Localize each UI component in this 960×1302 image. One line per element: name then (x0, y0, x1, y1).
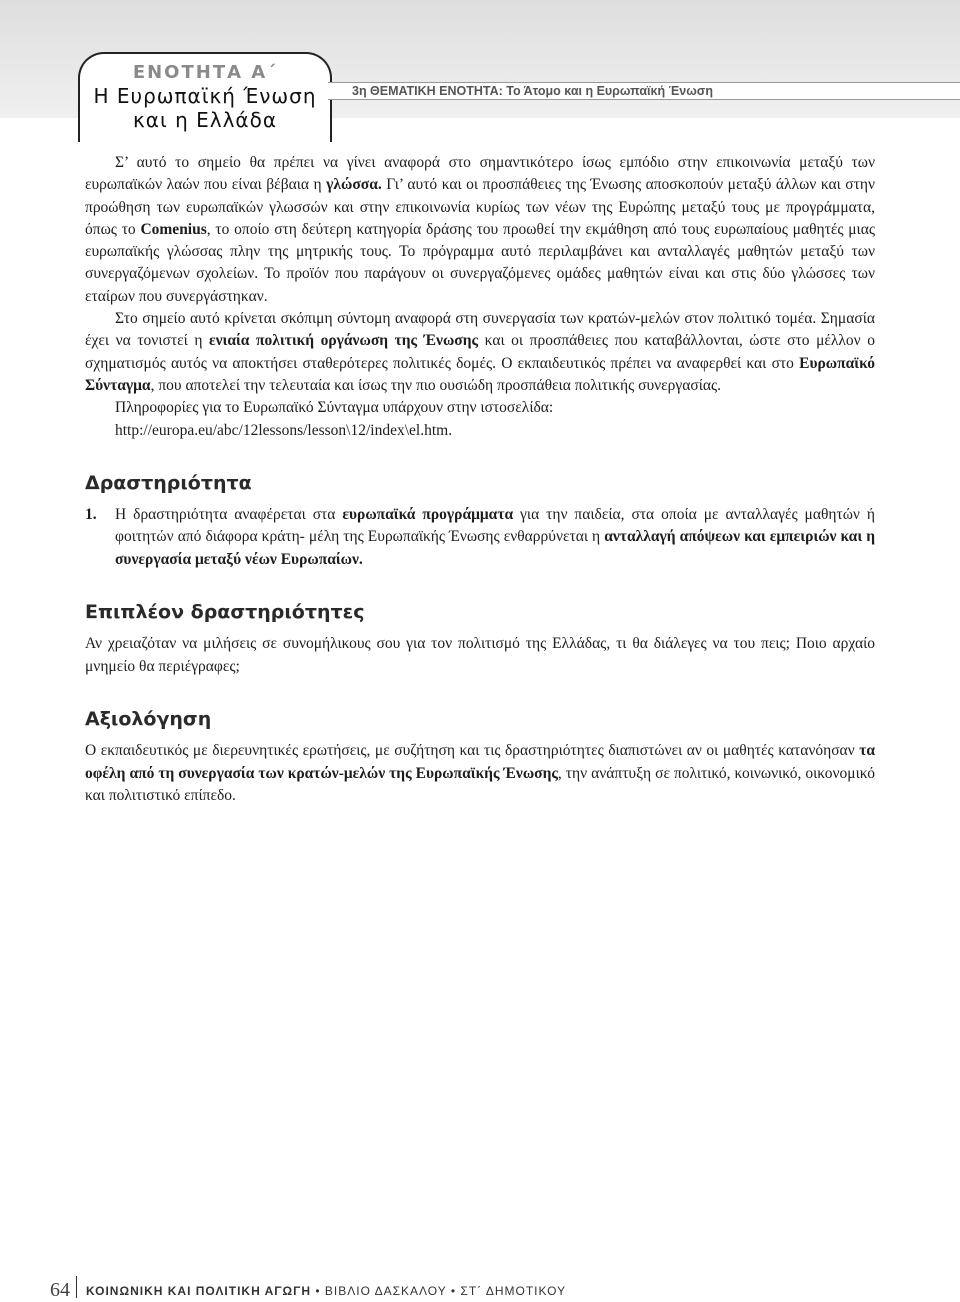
unit-title-line1: Η Ευρωπαϊκή Ένωση (93, 84, 317, 108)
extra-activities-text: Αν χρειαζόταν να μιλήσεις σε συνομήλικους σου για τον πολιτισμό της Ελλάδας, τι θα διάλεγες να του πεις; Ποιο αρχαίο μνημείο θα περιέγραφες; (85, 635, 875, 675)
activity-item: 1. Η δραστηριότητα αναφέρεται στα ευρωπαϊκά προγράμματα για την παιδεία, στα οποία με ανταλλαγές μαθητών ή φοιτητών από διάφορα κράτη- μέλη της Ευρωπαϊκής Ένωσης ενθαρρύνεται η ανταλλαγή απόψεων και εμπειριών και η συνεργασία μεταξύ νέων Ευρωπαίων. (85, 506, 876, 568)
footer-divider (76, 1276, 77, 1298)
section-label: 3η ΘΕΜΑΤΙΚΗ ΕΝΟΤΗΤΑ: Το Άτομο και η Ευρωπαϊκή Ένωση (352, 84, 713, 98)
paragraph-language: Σ’ αυτό το σημείο θα πρέπει να γίνει αναφορά στο σημαντικότερο ίσως εμπόδιο στην επικοινωνία μεταξύ των ευρωπαϊκών λαών που είναι βέβαια η γλώσσα. Γι’ αυτό και οι προσπάθειες της Ένωσης αποσκοπούν μεταξύ άλλων και στην προώθηση των ευρωπαϊκών γλωσσών και στην επικοινωνία κυρίως των νέων της Ευρώπης μεταξύ τους με προγράμματα, όπως το Comenius, το οποίο στη δεύτερη κατηγορία δράσης του προωθεί την εκμάθηση από τους ευρωπαίους μαθητές μιας ευρωπαϊκής γλώσσας πλην της μητρικής τους. Το πρόγραμμα αυτό περιλαμβάνει και ανταλλαγές μαθητών μεταξύ των συνεργαζόμενων σχολείων. Το προϊόν που παράγουν οι συνεργαζόμενες ομάδες μαθητών είναι και στις δύο γλώσσες των εταίρων που συνεργάστηκαν. (85, 154, 876, 305)
evaluation-text: Ο εκπαιδευτικός με διερευνητικές ερωτήσεις, με συζήτηση και τις δραστηριότητες διαπιστώνει αν οι μαθητές κατανόησαν τα οφέλη από τη συνεργασία των κρατών-μελών της Ευρωπαϊκής Ένωσης, την ανάπτυξη σε πολιτικό, κοινωνικό, οικονομικό και πολιτιστικό επίπεδο. (85, 742, 875, 804)
footer-caption: ΚΟΙΝΩΝΙΚΗ ΚΑΙ ΠΟΛΙΤΙΚΗ ΑΓΩΓΗ • ΒΙΒΛΙΟ ΔΑΣΚΑΛΟΥ • ΣΤ΄ ΔΗΜΟΤΙΚΟΥ (86, 1284, 567, 1298)
activity-number: 1. (85, 506, 97, 524)
paragraph-politics: Στο σημείο αυτό κρίνεται σκόπιμη σύντομη αναφορά στη συνεργασία των κρατών-μελών στον πολιτικό τομέα. Σημασία έχει να τονιστεί η ενιαία πολιτική οργάνωση της Ένωσης και οι προσπάθειες που καταβάλλονται, ώστε στο μέλλον ο σχηματισμός αυτός να αποκτήσει σταθερότερες πολιτικές δομές. Ο εκπαιδευτικός πρέπει να αναφερθεί και στο Ευρωπαϊκό Σύνταγμα, που αποτελεί την τελευταία και ίσως την πιο ουσιώδη προσπάθεια πολιτικής συνεργασίας. (85, 310, 875, 394)
extra-activities-heading: Επιπλέον δραστηριότητες (85, 601, 365, 624)
paragraph-constitution: Πληροφορίες για το Ευρωπαϊκό Σύνταγμα υπάρχουν στην ιστοσελίδα: http://europa.eu/abc/12lessons/lesson\12/index\el.htm. (85, 397, 875, 442)
evaluation-heading: Αξιολόγηση (85, 707, 212, 730)
constitution-link[interactable]: http://europa.eu/abc/12lessons/lesson\12/index\el.htm. (115, 421, 453, 439)
activity-heading: Δραστηριότητα (85, 471, 252, 494)
page-number: 64 (50, 1279, 70, 1301)
page-content (85, 152, 875, 807)
unit-label: ΕΝΟΤΗΤΑ Α΄ (132, 62, 278, 83)
unit-title (80, 84, 330, 132)
unit-title-line2: και η Ελλάδα (132, 108, 278, 132)
